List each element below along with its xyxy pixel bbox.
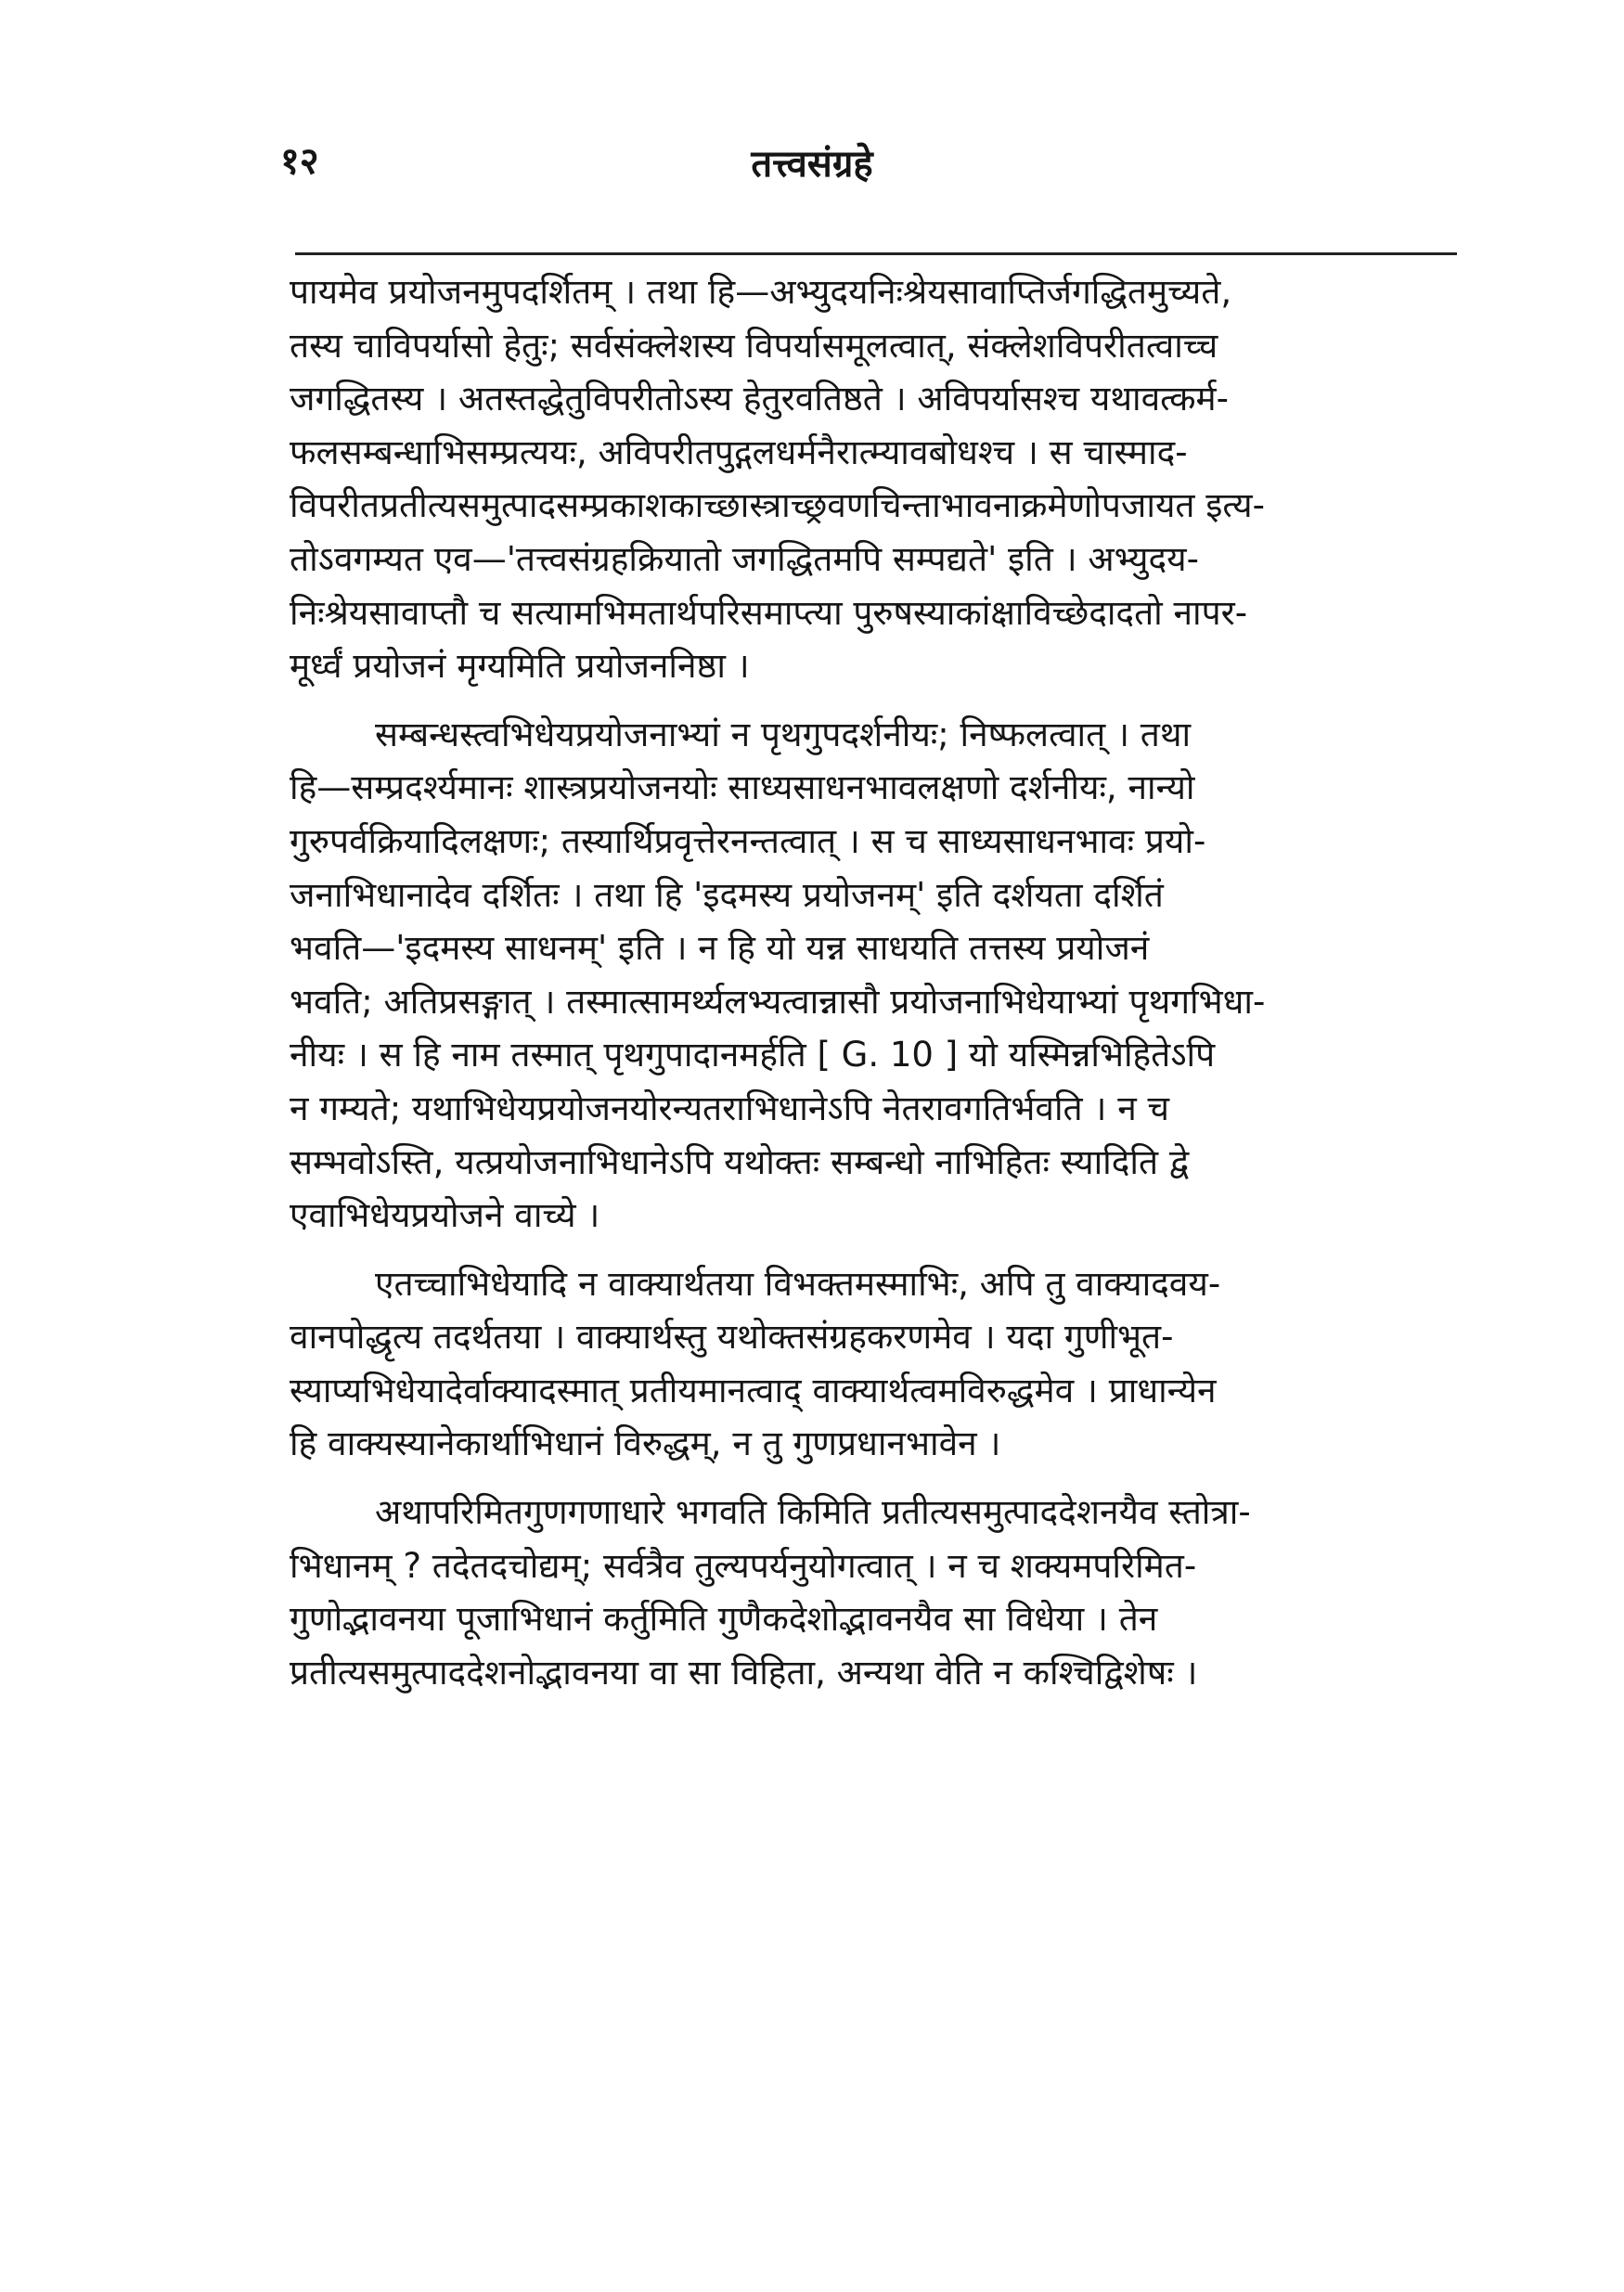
running-head: तत्त्वसंग्रहे — [751, 143, 873, 186]
paragraph-3: एतच्चाभिधेयादि न वाक्यार्थतया विभक्तमस्माभिः, अपि तु वाक्यादवय- वानपोद्धृत्य तदर्थतया । वाक्यार्थस्तु यथोक्तसंग्रहकरणमेव । यदा गुणीभूत- स्याप्यभिधेयादेर्वाक्यादस्मात् प्रतीयमानत्वाद् वाक्यार्थत्वमविरुद्धमेव । प्राधान्येन हि वाक्यस्यानेकार्थाभिधानं विरुद्धम्, न तु गुणप्रधानभावेन । — [290, 1263, 1221, 1464]
paragraph-1: पायमेव प्रयोजनमुपदर्शितम् । तथा हि—अभ्युदयनिःश्रेयसावाप्तिर्जगद्धितमुच्यते, तस्य चाविपर्यासो हेतुः; सर्वसंक्लेशस्य विपर्यासमूलत्वात्, संक्लेशविपरीतत्वाच्च जगद्धितस्य । अतस्तद्धेतुविपरीतोऽस्य हेतुरवतिष्ठते । अविपर्यासश्च यथावत्कर्म- फलसम्बन्धाभिसम्प्रत्ययः, अविपरीतपुद्गलधर्मनैरात्म्यावबोधश्च । स चास्माद- विपरीतप्रतीत्यसमुत्पादसम्प्रकाशकाच्छास्त्राच्छ्रवणचिन्ताभावनाक्रमेणोपजायत इत्य- तोऽवगम्यत एव—'तत्त्वसंग्रहक्रियातो जगद्धितमपि सम्पद्यते' इति । अभ्युदय- निःश्रेयसावाप्तौ च सत्यामभिमतार्थपरिसमाप्त्या पुरुषस्याकांक्षाविच्छेदादतो नापर- मूर्ध्वं प्रयोजनं मृग्यमिति प्रयोजननिष्ठा । — [290, 272, 1265, 687]
body-text — [290, 265, 1450, 1699]
paragraph-4: अथापरिमितगुणगणाधारे भगवति किमिति प्रतीत्यसमुत्पाददेशनयैव स्तोत्रा- भिधानम् ? तदेतदचोद्यम्; सर्वत्रैव तुल्यपर्यनुयोगत्वात् । न च शक्यमपरिमित- गुणोद्भावनया पूजाभिधानं कर्तुमिति गुणैकदेशोद्भावनयैव सा विधेया । तेन प्रतीत्यसमुत्पाददेशनोद्भावनया वा सा विहिता, अन्यथा वेति न कश्चिद्विशेषः । — [290, 1492, 1251, 1693]
paragraph-2: सम्बन्धस्त्वभिधेयप्रयोजनाभ्यां न पृथगुपदर्शनीयः; निष्फलत्वात् । तथा हि—सम्प्रदर्श्यमानः शास्त्रप्रयोजनयोः साध्यसाधनभावलक्षणो दर्शनीयः, नान्यो गुरुपर्वक्रियादिलक्षणः; तस्यार्थिप्रवृत्तेरनन्तत्वात् । स च साध्यसाधनभावः प्रयो- जनाभिधानादेव दर्शितः । तथा हि 'इदमस्य प्रयोजनम्' इति दर्शयता दर्शितं भवति—'इदमस्य साधनम्' इति । न हि यो यन्न साधयति तत्तस्य प्रयोजनं भवति; अतिप्रसङ्गात् । तस्मात्सामर्थ्यलभ्यत्वान्नासौ प्रयोजनाभिधेयाभ्यां पृथगभिधा- नीयः । स हि नाम तस्मात् पृथगुपादानमर्हति [ G. 10 ] यो यस्मिन्नभिहितेऽपि न गम्यते; यथाभिधेयप्रयोजनयोरन्यतराभिधानेऽपि नेतरावगतिर्भवति । न च सम्भवोऽस्ति, यत्प्रयोजनाभिधानेऽपि यथोक्तः सम्बन्धो नाभिहितः स्यादिति द्वे एवाभिधेयप्रयोजने वाच्ये । — [290, 714, 1266, 1236]
page-number: १२ — [280, 140, 319, 183]
header-rule — [295, 252, 1457, 255]
